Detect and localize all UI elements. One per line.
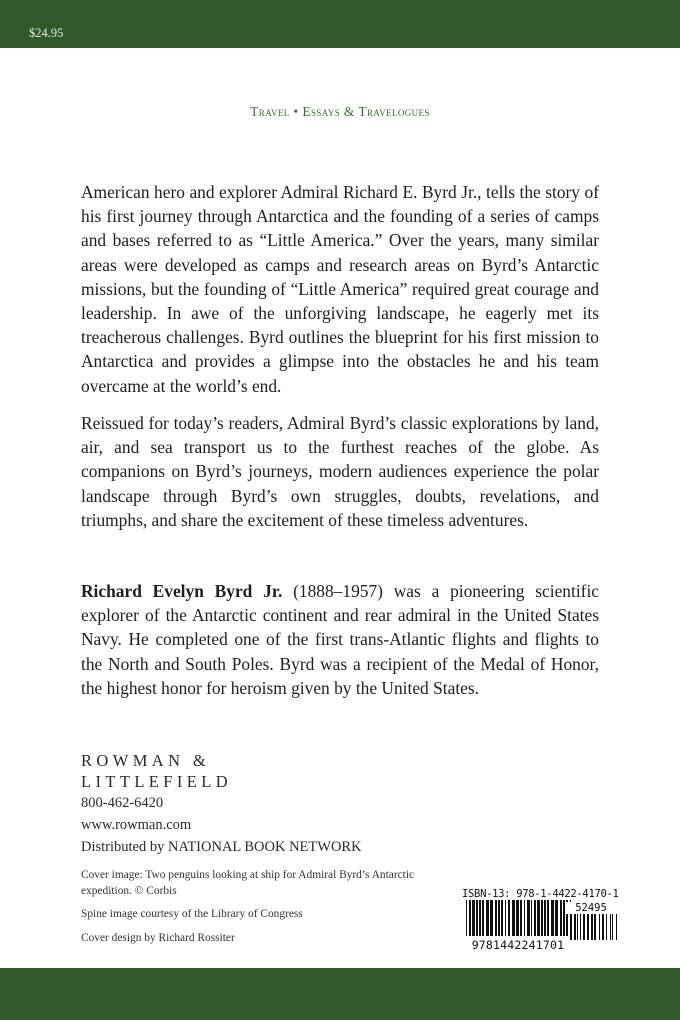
cover-image-credit: Cover image: Two penguins looking at ship for Admiral Byrd’s Antarctic expedition. © Corbis: [81, 869, 415, 897]
credits-block: [81, 868, 421, 954]
author-bio-text: (1888–1957) was a pioneering scientific explorer of the Antarctic continent and rear admiral in the United States Navy. He completed one of the first trans-Atlantic flights and flights to the North and South Poles. Byrd was a recipient of the Medal of Honor, the highest honor for heroism given by the United States.: [81, 581, 599, 698]
distributor-line: Distributed by NATIONAL BOOK NETWORK: [81, 839, 362, 855]
isbn-label: ISBN-13: 978-1-4422-4170-1: [462, 888, 619, 900]
spine-image-credit: Spine image courtesy of the Library of Congress: [81, 908, 303, 920]
top-band: [0, 0, 680, 48]
description-paragraph-2: Reissued for today’s readers, Admiral Byrd’s classic explorations by land, air, and sea transport us to the furthest reaches of the globe. As companions on Byrd’s journeys, modern audiences experience the polar landscape through Byrd’s own struggles, doubts, revelations, and triumphs, and share the excitement of these timeless adventures.: [81, 413, 599, 530]
publisher-website: www.rowman.com: [81, 817, 192, 833]
publisher-logo-line-2: LITTLEFIELD: [81, 772, 233, 791]
barcode-ean-digits: 9781442241701: [471, 938, 565, 952]
barcode-addon-digits: 52495: [565, 902, 617, 914]
author-bio: [81, 579, 599, 700]
publisher-block: [81, 750, 362, 858]
price-label: $24.95: [29, 26, 64, 40]
author-name: Richard Evelyn Byrd Jr.: [81, 581, 283, 601]
cover-design-credit: Cover design by Richard Rossiter: [81, 931, 235, 944]
publisher-logo-line-1: ROWMAN &: [81, 751, 211, 770]
bottom-band: [0, 968, 680, 1020]
description-paragraph-1: American hero and explorer Admiral Richard E. Byrd Jr., tells the story of his first journey through Antarctica and the founding of a series of camps and bases referred to as “Little America.” Over the years, many similar areas were developed as camps and research areas on Byrd’s Antarctic missions, but the founding of “Little America” required great courage and leadership. In awe of the unforgiving landscape, he eagerly met its treacherous challenges. Byrd outlines the blueprint for his first mission to Antarctica and provides a glimpse into the obstacles he and his team overcame at the world’s end.: [81, 182, 599, 396]
publisher-phone: 800-462-6420: [81, 795, 164, 811]
category-line: Travel • Essays & Travelogues: [250, 104, 430, 119]
